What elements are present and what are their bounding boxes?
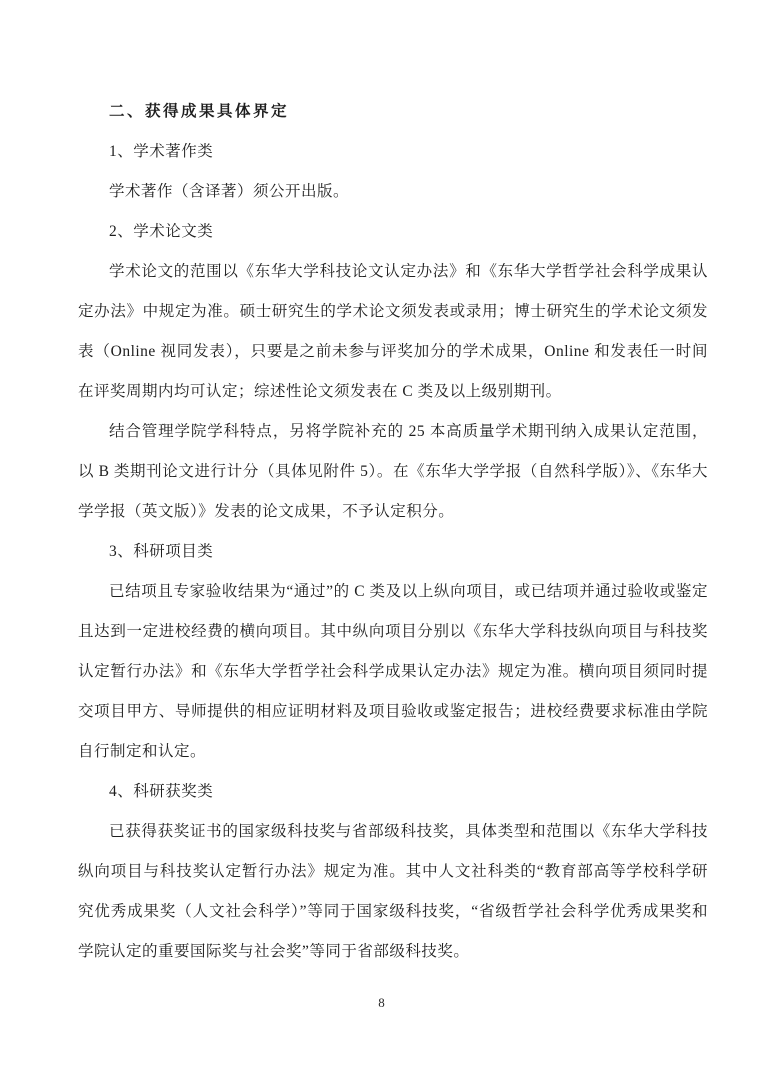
subsection-title-research-awards: 4、科研获奖类 — [109, 783, 214, 800]
paragraph-research-awards: 已获得获奖证书的国家级科技奖与省部级科技奖，具体类型和范围以《东华大学科技纵向项目与科技奖认定暂行办法》规定为准。其中人文社科类的“教育部高等学校科学研究优秀成果奖（人文社会科学）”等同于国家级科技奖，“省级哲学社会科学优秀成果奖和学院认定的重要国际奖与社会奖”等同于省部级科技奖。 — [78, 823, 708, 960]
document-content — [78, 92, 708, 972]
paragraph-academic-papers-scope: 学术论文的范围以《东华大学科技论文认定办法》和《东华大学哲学社会科学成果认定办法》中规定为准。硕士研究生的学术论文须发表或录用；博士研究生的学术论文须发表（Online 视同发表），只要是之前未参与评奖加分的学术成果，Online 和发表任一时间在评奖周期内均可认定；综述性论文须发表在 C 类及以上级别期刊。 — [78, 263, 708, 400]
paragraph-research-projects: 已结项且专家验收结果为“通过”的 C 类及以上纵向项目，或已结项并通过验收或鉴定且达到一定进校经费的横向项目。其中纵向项目分别以《东华大学科技纵向项目与科技奖认定暂行办法》和《东华大学哲学社会科学成果认定办法》规定为准。横向项目须同时提交项目甲方、导师提供的相应证明材料及项目验收或鉴定报告；进校经费要求标准由学院自行制定和认定。 — [78, 583, 708, 760]
paragraph-academic-papers-journals: 结合管理学院学科特点，另将学院补充的 25 本高质量学术期刊纳入成果认定范围，以 B 类期刊论文进行计分（具体见附件 5）。在《东华大学学报（自然科学版）》、《东华大学学报（英文版）》发表的论文成果，不予认定积分。 — [78, 423, 708, 520]
subsection-title-academic-papers: 2、学术论文类 — [109, 223, 214, 240]
paragraph-academic-works: 学术著作（含译著）须公开出版。 — [109, 183, 350, 200]
subsection-title-research-projects: 3、科研项目类 — [109, 543, 214, 560]
page-number: 8 — [378, 995, 385, 1010]
section-heading: 二、获得成果具体界定 — [109, 103, 290, 120]
subsection-title-academic-works: 1、学术著作类 — [109, 143, 214, 160]
